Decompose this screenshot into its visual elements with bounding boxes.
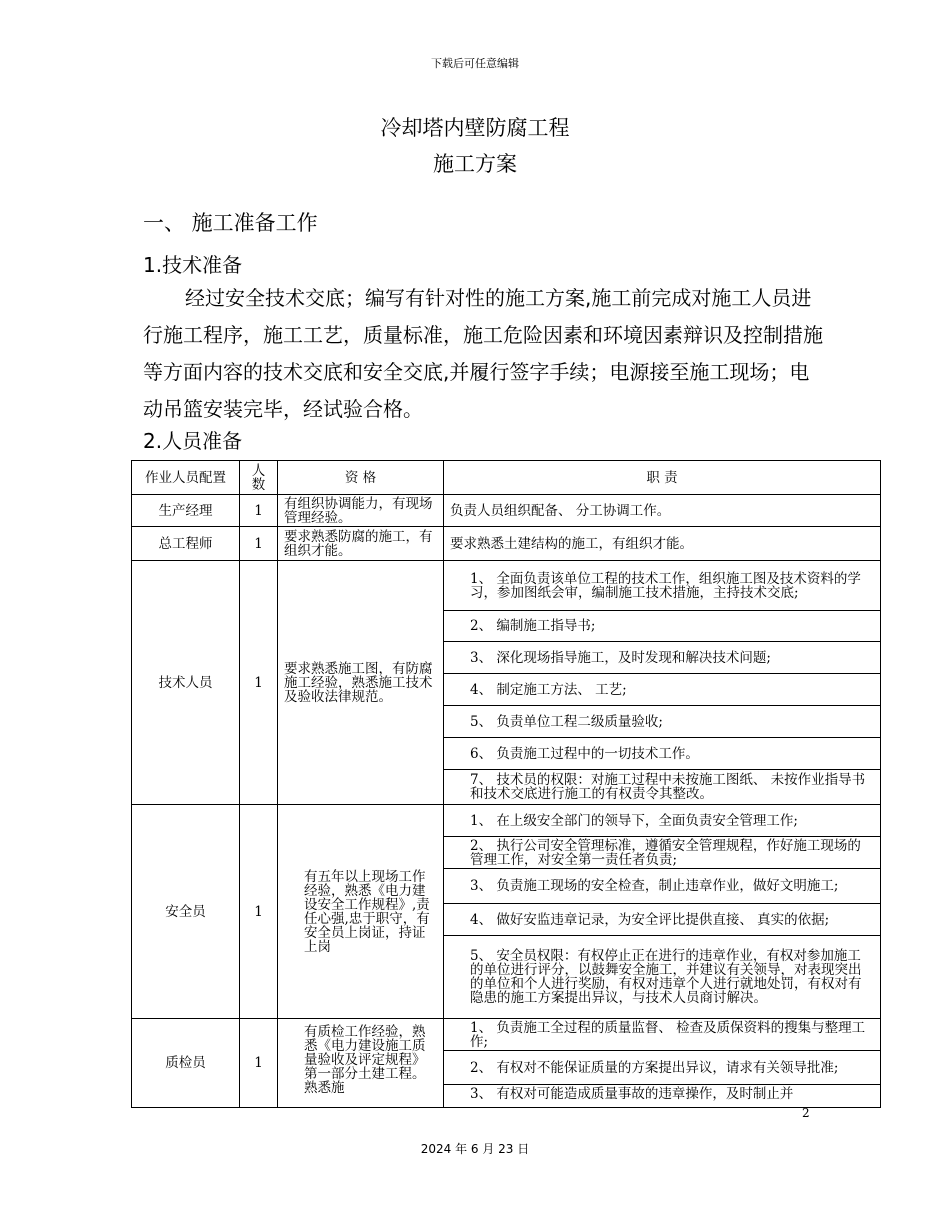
document-subtitle: 施工方案 [433,152,517,176]
duty-item: 5、 安全员权限：有权停止正在进行的违章作业，有权对参加施工的单位进行评分，以鼓舞安全施工，并建议有关领导，对表现突出的单位和个人进行奖励，有权对违章个人进行就地处罚，有权对有隐患的施工方案提出异议，与技术人员商讨解决。 [470,948,862,1006]
table-header-row [132,461,881,495]
duty-item: 4、 做好安监违章记录，为安全评比提供直接、 真实的依据; [444,904,880,936]
duty-item: 6、 负责施工过程中的一切技术工作。 [444,738,880,770]
qualification-cell: 要求熟悉防腐的施工，有组织才能。 [278,527,444,561]
duty-item: 1、 负责施工全过程的质量监督、 检查及质保资料的搜集与整理工作; [444,1019,880,1051]
duty-item: 2、 执行公司安全管理标准，遵循安全管理规程，作好施工现场的管理工作，对安全第一责任者负责; [444,837,880,869]
duty-item: 2、 编制施工指导书; [444,611,880,642]
count-cell: 1 [240,1019,278,1108]
duty-cell: 要求熟悉土建结构的施工，有组织才能。 [444,527,881,561]
duty-item: 4、 制定施工方法、 工艺; [444,674,880,706]
page-header: 下载后可任意编辑 [431,57,519,70]
count-cell: 1 [240,527,278,561]
table-row [132,1019,881,1108]
document-title: 冷却塔内壁防腐工程 [380,116,570,140]
count-cell: 1 [240,495,278,527]
role-cell: 总工程师 [132,527,240,561]
qualification-cell: 有质检工作经验，熟悉《电力建设施工质量验收及评定规程》第一部分土建工程。熟悉施 [278,1019,444,1108]
duty-list [444,1019,881,1108]
role-cell: 生产经理 [132,495,240,527]
duty-item: 5、 负责单位工程二级质量验收; [444,706,880,738]
count-cell: 1 [240,561,278,805]
subsection-staff: 2.人员准备 [143,429,243,453]
page-footer-date: 2024 年 6 月 23 日 [420,1142,530,1156]
qualification-cell: 要求熟悉施工图，有防腐施工经验，熟悉施工技术及验收法律规范。 [278,561,444,805]
duty-item: 7、 技术员的权限：对施工过程中未按施工图纸、 未按作业指导书和技术交底进行施工的有权责令其整改。 [470,772,866,802]
section-heading: 一、 施工准备工作 [143,211,318,235]
header-qualification: 资 格 [278,461,444,495]
table-row [132,527,881,561]
duty-list [444,561,881,805]
page-number: 2 [802,1106,810,1120]
role-cell: 质检员 [132,1019,240,1108]
duty-cell: 负责人员组织配备、 分工协调工作。 [444,495,881,527]
qualification-cell: 有组织协调能力，有现场管理经验。 [278,495,444,527]
technical-paragraph [143,280,823,428]
count-cell: 1 [240,805,278,1019]
duty-item: 3、 深化现场指导施工，及时发现和解决技术问题; [444,642,880,674]
subsection-technical: 1.技术准备 [143,253,243,277]
paragraph-text: 经过安全技术交底；编写有针对性的施工方案,施工前完成对施工人员进行施工程序，施工工艺，质量标准，施工危险因素和环境因素辩识及控制措施等方面内容的技术交底和安全交底,并履行签字手续；电源接至施工现场；电动吊篮安装完毕，经试验合格。 [143,286,823,421]
duty-item: 2、 有权对不能保证质量的方案提出异议，请求有关领导批准; [444,1051,880,1085]
duty-item: 3、 有权对可能造成质量事故的违章操作，及时制止并 [470,1086,794,1102]
table-row [132,495,881,527]
duty-item: 3、 负责施工现场的安全检查，制止违章作业，做好文明施工; [444,869,880,904]
table-row [132,805,881,1019]
staff-table [131,460,881,1108]
role-cell: 安全员 [132,805,240,1019]
duty-item: 1、 全面负责该单位工程的技术工作，组织施工图及技术资料的学习，参加图纸会审，编制施工技术措施，主持技术交底; [444,561,880,611]
duty-item: 1、 在上级安全部门的领导下，全面负责安全管理工作; [444,805,880,837]
table-row [132,561,881,805]
role-cell: 技术人员 [132,561,240,805]
header-duties: 职 责 [444,461,881,495]
duty-list [444,805,881,1019]
header-role: 作业人员配置 [132,461,240,495]
qualification-cell: 有五年以上现场工作经验，熟悉《电力建设安全工作规程》,责任心强,忠于职守，有安全员上岗证，持证上岗 [278,805,444,1019]
header-count: 人数 [240,461,278,495]
